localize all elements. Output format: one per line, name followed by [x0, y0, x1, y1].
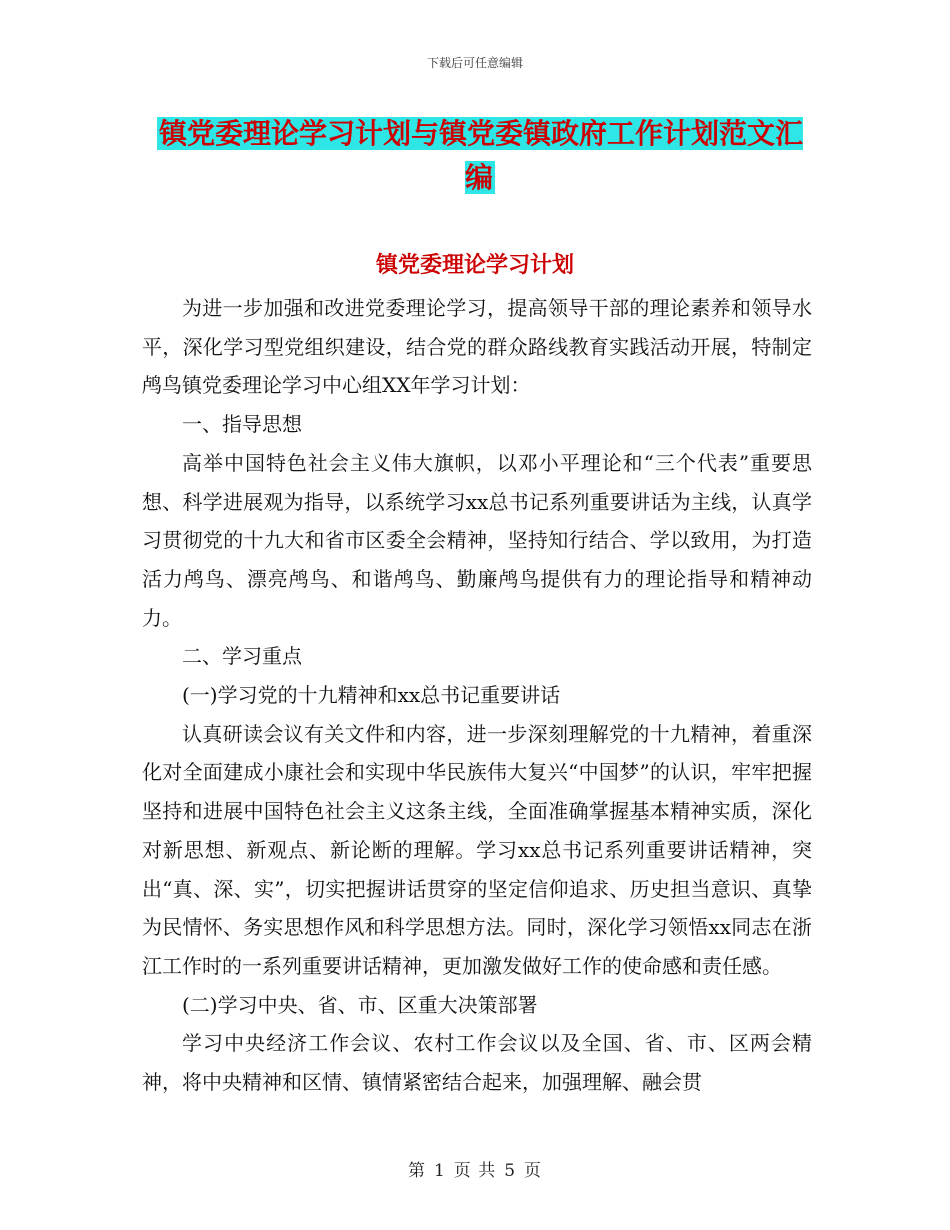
page-label-middle: 页 共 [453, 1161, 497, 1181]
paragraph-study-item-2: 学习中央经济工作会议、农村工作会议以及全国、省、市、区两会精神，将中央精神和区情、镇情紧密结合起来，加强理解、融会贯 [142, 1031, 812, 1095]
page-label-prefix: 第 [407, 1161, 426, 1181]
page-label-suffix: 页 [524, 1161, 543, 1181]
document-title [150, 112, 810, 200]
heading-study-focus: 二、学习重点 [182, 644, 302, 669]
subheading-study-item-2: (二)学习中央、省、市、区重大决策部署 [182, 992, 538, 1017]
subheading-study-item-1: (一)学习党的十九精神和xx总书记重要讲话 [182, 683, 561, 708]
current-page-number: 1 [433, 1161, 446, 1181]
paragraph-study-item-1: 认真研读会议有关文件和内容，进一步深刻理解党的十九精神，着重深化对全面建成小康社会和实现中华民族伟大复兴“中国梦”的认识，牢牢把握坚持和进展中国特色社会主义这条主线，全面准确掌握基本精神实质，深化对新思想、新观点、新论断的理解。学习xx总书记系列重要讲话精神，突出“真、深、实”，切实把握讲话贯穿的坚定信仰追求、历史担当意识、真挚为民情怀、务实思想作风和科学思想方法。同时，深化学习领悟xx同志在浙江工作时的一系列重要讲话精神，更加激发做好工作的使命感和责任感。 [142, 721, 812, 978]
total-pages-number: 5 [504, 1161, 517, 1181]
document-title-text: 镇党委理论学习计划与镇党委镇政府工作计划范文汇编 [158, 117, 803, 194]
header-note: 下载后可任意编辑 [426, 56, 523, 70]
section-title: 镇党委理论学习计划 [375, 252, 574, 278]
page-footer [0, 1156, 950, 1181]
paragraph-guiding-thought: 高举中国特色社会主义伟大旗帜，以邓小平理论和“三个代表”重要思想、科学进展观为指导，以系统学习xx总书记系列重要讲话为主线，认真学习贯彻党的十九大和省市区委全会精神，坚持知行结合、学以致用，为打造活力鸬鸟、漂亮鸬鸟、和谐鸬鸟、勤廉鸬鸟提供有力的理论指导和精神动力。 [142, 450, 812, 630]
document-body [142, 289, 812, 1102]
heading-guiding-thought: 一、指导思想 [182, 412, 302, 437]
paragraph-intro: 为进一步加强和改进党委理论学习，提高领导干部的理论素养和领导水平，深化学习型党组织建设，结合党的群众路线教育实践活动开展，特制定鸬鸟镇党委理论学习中心组XX年学习计划： [142, 296, 812, 398]
